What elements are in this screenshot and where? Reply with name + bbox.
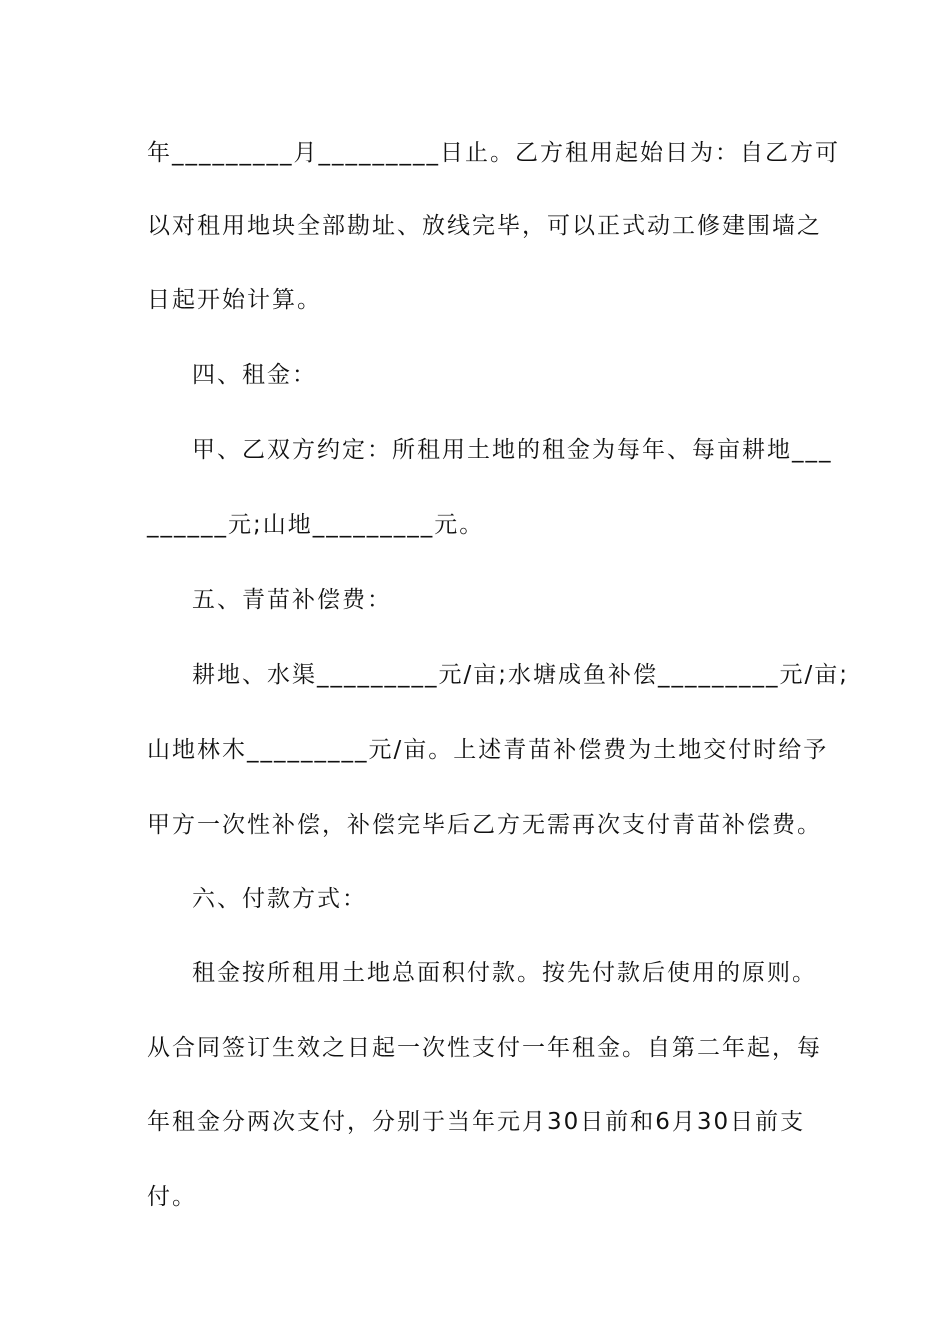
text-line: 耕地、水渠_________元/亩;水塘成鱼补偿_________元/亩; [192,662,849,688]
section-heading: 六、付款方式： [192,886,367,912]
text-line: 租金按所租用土地总面积付款。按先付款后使用的原则。 [192,960,817,986]
section-heading: 四、租金： [192,362,317,388]
text-line: 山地林木_________元/亩。上述青苗补偿费为土地交付时给予 [147,737,829,763]
text-line: ______元;山地_________元。 [147,512,485,538]
text-line: 日起开始计算。 [147,287,322,313]
text-line: 以对租用地块全部勘址、放线完毕，可以正式动工修建围墙之 [147,213,822,239]
text-line: 甲、乙双方约定：所租用土地的租金为每年、每亩耕地___ [192,437,833,463]
text-line: 年租金分两次支付，分别于当年元月30日前和6月30日前支 [147,1109,806,1135]
text-line: 从合同签订生效之日起一次性支付一年租金。自第二年起，每 [147,1035,822,1061]
text-line: 甲方一次性补偿，补偿完毕后乙方无需再次支付青苗补偿费。 [147,812,822,838]
text-line: 年_________月_________日止。乙方租用起始日为：自乙方可 [147,140,840,166]
text-line: 付。 [147,1184,197,1210]
section-heading: 五、青苗补偿费： [192,587,392,613]
